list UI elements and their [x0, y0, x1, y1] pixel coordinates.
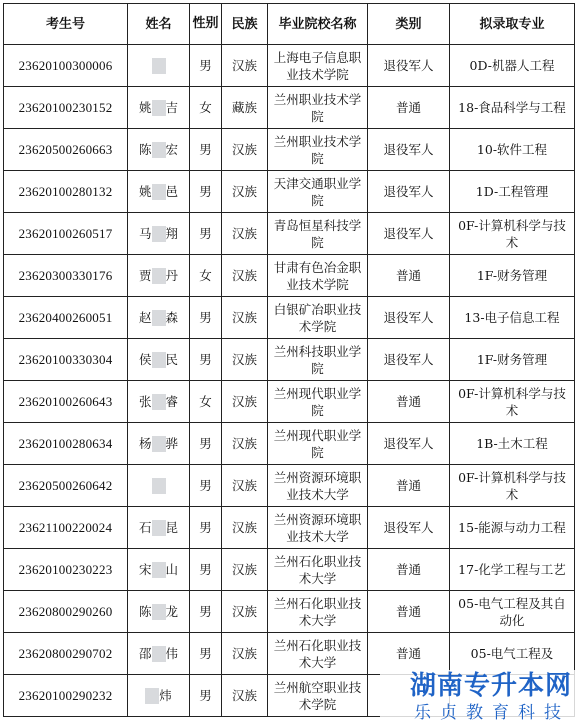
- ethnicity-cell: [222, 423, 268, 465]
- name-cell: [128, 45, 190, 87]
- gender-text: 男: [199, 646, 212, 661]
- category-text: 退役军人: [383, 58, 434, 73]
- watermark-title: 湖南专升本网: [409, 671, 572, 701]
- exam-id-cell: [4, 507, 128, 549]
- gender-text: 男: [199, 184, 212, 199]
- gender-text: 男: [199, 58, 212, 73]
- gender-cell: [190, 465, 222, 507]
- name-given: 民: [165, 351, 179, 367]
- exam-id-cell: [4, 465, 128, 507]
- gender-cell: [190, 423, 222, 465]
- name-given: 森: [165, 309, 179, 325]
- table-row: [4, 339, 575, 381]
- gender-cell: [190, 633, 222, 675]
- name-surname: 姚: [138, 183, 152, 199]
- name-surname: 张: [138, 393, 152, 409]
- name-given: 邑: [165, 183, 179, 199]
- name-surname: 宋: [138, 561, 152, 577]
- major-cell: [450, 507, 575, 549]
- ethnicity-cell: [222, 171, 268, 213]
- name-given: 翔: [165, 225, 179, 241]
- school-cell: [268, 45, 368, 87]
- gender-text: 男: [199, 352, 212, 367]
- ethnicity-text: 汉族: [231, 58, 257, 73]
- gender-text: 女: [199, 100, 212, 115]
- table-row: [4, 213, 575, 255]
- school-text: 兰州石化职业技术大学: [273, 637, 362, 670]
- exam-id-text: 23620100330304: [18, 352, 113, 367]
- category-text: 普通: [395, 100, 421, 115]
- name-cell: [128, 633, 190, 675]
- ethnicity-text: 汉族: [231, 352, 257, 367]
- name-cell: [128, 339, 190, 381]
- name-cell: [128, 423, 190, 465]
- exam-id-text: 23620100280132: [18, 184, 113, 199]
- name-cell: [128, 129, 190, 171]
- major-cell: [450, 45, 575, 87]
- school-cell: [268, 465, 368, 507]
- category-cell: [368, 87, 450, 129]
- exam-id-cell: [4, 633, 128, 675]
- name-cell: [128, 381, 190, 423]
- category-text: 普通: [395, 478, 421, 493]
- name-cell: [128, 549, 190, 591]
- category-text: 退役军人: [383, 184, 434, 199]
- gender-text: 男: [199, 142, 212, 157]
- gender-cell: [190, 591, 222, 633]
- name-redaction: [152, 562, 166, 578]
- exam-id-text: 23620100290232: [18, 688, 113, 703]
- school-cell: [268, 297, 368, 339]
- ethnicity-text: 汉族: [231, 268, 257, 283]
- school-text: 兰州资源环境职业技术大学: [273, 469, 362, 502]
- exam-id-text: 23620300330176: [18, 268, 113, 283]
- school-cell: [268, 381, 368, 423]
- name-surname: 马: [138, 225, 152, 241]
- category-cell: [368, 591, 450, 633]
- gender-text: 男: [199, 478, 212, 493]
- gender-cell: [190, 87, 222, 129]
- name-surname: 陈: [138, 603, 152, 619]
- category-cell: [368, 129, 450, 171]
- exam-id-text: 23620100260517: [18, 226, 113, 241]
- watermark: [380, 670, 578, 728]
- ethnicity-text: 汉族: [231, 688, 257, 703]
- name-given: 山: [165, 561, 179, 577]
- name-surname: 姚: [138, 99, 152, 115]
- ethnicity-cell: [222, 507, 268, 549]
- name-redaction: [152, 184, 166, 200]
- major-text: 15-能源与动力工程: [458, 520, 566, 535]
- school-text: 兰州石化职业技术大学: [273, 553, 362, 586]
- school-cell: [268, 339, 368, 381]
- name-redaction: [152, 58, 166, 74]
- major-cell: [450, 549, 575, 591]
- exam-id-text: 23620800290702: [18, 646, 113, 661]
- major-text: 1F-财务管理: [476, 352, 548, 367]
- school-text: 兰州现代职业学院: [273, 427, 362, 460]
- name-cell: [128, 507, 190, 549]
- gender-text: 男: [199, 604, 212, 619]
- category-cell: [368, 465, 450, 507]
- major-text: 05-电气工程及其自动化: [458, 595, 566, 628]
- name-given: 炜: [159, 687, 172, 703]
- name-surname: 赵: [138, 309, 152, 325]
- category-cell: [368, 339, 450, 381]
- major-cell: [450, 339, 575, 381]
- table-row: [4, 297, 575, 339]
- exam-id-cell: [4, 129, 128, 171]
- name-cell: [128, 465, 190, 507]
- table-row: [4, 255, 575, 297]
- ethnicity-text: 汉族: [231, 184, 257, 199]
- ethnicity-text: 汉族: [231, 436, 257, 451]
- gender-cell: [190, 171, 222, 213]
- category-cell: [368, 381, 450, 423]
- category-cell: [368, 423, 450, 465]
- exam-id-text: 23620100230223: [18, 562, 113, 577]
- major-text: 0F-计算机科学与技术: [458, 217, 566, 250]
- name-redaction: [152, 394, 166, 410]
- exam-id-text: 23620800290260: [18, 604, 113, 619]
- name-surname: 邵: [138, 645, 152, 661]
- table-row: [4, 423, 575, 465]
- exam-id-cell: [4, 675, 128, 717]
- major-cell: [450, 171, 575, 213]
- watermark-subtitle: 乐贞教育科技: [414, 703, 570, 723]
- exam-id-cell: [4, 423, 128, 465]
- major-cell: [450, 129, 575, 171]
- gender-cell: [190, 339, 222, 381]
- name-surname: 石: [138, 519, 152, 535]
- category-text: 普通: [395, 604, 421, 619]
- major-text: 05-电气工程及: [470, 646, 554, 661]
- name-cell: [128, 675, 190, 717]
- name-surname: 杨: [138, 435, 152, 451]
- name-redaction: [152, 100, 166, 116]
- school-cell: [268, 171, 368, 213]
- gender-text: 男: [199, 520, 212, 535]
- ethnicity-cell: [222, 297, 268, 339]
- major-cell: [450, 591, 575, 633]
- major-text: 17-化学工程与工艺: [458, 562, 566, 577]
- school-text: 天津交通职业学院: [273, 175, 362, 208]
- header-gender: 性别: [190, 4, 222, 45]
- major-text: 1F-财务管理: [476, 268, 548, 283]
- gender-cell: [190, 255, 222, 297]
- gender-cell: [190, 213, 222, 255]
- ethnicity-text: 汉族: [231, 520, 257, 535]
- name-redaction: [152, 310, 166, 326]
- category-text: 退役军人: [383, 352, 434, 367]
- table-body: [4, 45, 575, 717]
- table-row: [4, 465, 575, 507]
- school-cell: [268, 87, 368, 129]
- school-text: 甘肃有色冶金职业技术学院: [273, 259, 362, 292]
- school-text: 上海电子信息职业技术学院: [273, 49, 362, 82]
- school-text: 兰州航空职业技术学院: [273, 679, 362, 712]
- name-redaction: [152, 646, 166, 662]
- name-redaction: [152, 520, 166, 536]
- school-text: 青岛恒星科技学院: [273, 217, 362, 250]
- name-redaction: [152, 436, 166, 452]
- school-cell: [268, 591, 368, 633]
- school-cell: [268, 213, 368, 255]
- category-text: 普通: [395, 394, 421, 409]
- major-cell: [450, 633, 575, 675]
- name-given: 丹: [165, 267, 179, 283]
- category-text: 普通: [395, 268, 421, 283]
- major-cell: [450, 465, 575, 507]
- school-text: 兰州现代职业学院: [273, 385, 362, 418]
- category-text: 退役军人: [383, 436, 434, 451]
- exam-id-text: 23620100260643: [18, 394, 113, 409]
- gender-text: 男: [199, 310, 212, 325]
- name-given: 宏: [165, 141, 179, 157]
- admission-table: [3, 3, 575, 717]
- school-cell: [268, 675, 368, 717]
- header-ethnicity: 民族: [222, 4, 268, 45]
- exam-id-cell: [4, 45, 128, 87]
- school-cell: [268, 129, 368, 171]
- exam-id-cell: [4, 381, 128, 423]
- category-cell: [368, 633, 450, 675]
- ethnicity-cell: [222, 129, 268, 171]
- name-cell: [128, 171, 190, 213]
- category-cell: [368, 45, 450, 87]
- table-row: [4, 45, 575, 87]
- table-row: [4, 87, 575, 129]
- major-cell: [450, 213, 575, 255]
- major-cell: [450, 297, 575, 339]
- category-text: 退役军人: [383, 310, 434, 325]
- name-cell: [128, 87, 190, 129]
- major-text: 0F-计算机科学与技术: [458, 469, 566, 502]
- name-given: 吉: [165, 99, 179, 115]
- gender-cell: [190, 549, 222, 591]
- category-text: 普通: [395, 646, 421, 661]
- category-text: 退役军人: [383, 142, 434, 157]
- ethnicity-cell: [222, 549, 268, 591]
- school-cell: [268, 633, 368, 675]
- table-header-row: [4, 4, 575, 45]
- exam-id-text: 23621100220024: [18, 520, 113, 535]
- major-text: 10-软件工程: [476, 142, 548, 157]
- major-text: 0D-机器人工程: [469, 58, 555, 73]
- school-text: 兰州职业技术学院: [273, 91, 362, 124]
- table-row: [4, 507, 575, 549]
- major-text: 13-电子信息工程: [464, 310, 560, 325]
- ethnicity-text: 藏族: [231, 100, 257, 115]
- name-redaction: [152, 352, 166, 368]
- name-surname: 贾: [138, 267, 152, 283]
- gender-cell: [190, 129, 222, 171]
- gender-cell: [190, 507, 222, 549]
- exam-id-cell: [4, 591, 128, 633]
- ethnicity-text: 汉族: [231, 646, 257, 661]
- name-surname: 陈: [138, 141, 152, 157]
- exam-id-cell: [4, 171, 128, 213]
- category-text: 退役军人: [383, 520, 434, 535]
- name-redaction: [145, 688, 159, 704]
- school-text: 白银矿冶职业技术学院: [273, 301, 362, 334]
- gender-text: 女: [199, 394, 212, 409]
- category-text: 退役军人: [383, 226, 434, 241]
- major-text: 1B-土木工程: [476, 436, 548, 451]
- category-cell: [368, 549, 450, 591]
- ethnicity-text: 汉族: [231, 478, 257, 493]
- name-redaction: [152, 268, 166, 284]
- ethnicity-cell: [222, 381, 268, 423]
- major-text: 0F-计算机科学与技术: [458, 385, 566, 418]
- exam-id-cell: [4, 213, 128, 255]
- header-school: 毕业院校名称: [268, 4, 368, 45]
- exam-id-text: 23620100300006: [18, 58, 113, 73]
- ethnicity-text: 汉族: [231, 562, 257, 577]
- name-given: 伟: [165, 645, 179, 661]
- header-name: 姓名: [128, 4, 190, 45]
- exam-id-cell: [4, 87, 128, 129]
- ethnicity-cell: [222, 45, 268, 87]
- ethnicity-cell: [222, 675, 268, 717]
- ethnicity-cell: [222, 87, 268, 129]
- school-text: 兰州职业技术学院: [273, 133, 362, 166]
- exam-id-text: 23620400260051: [18, 310, 113, 325]
- major-text: 18-食品科学与工程: [458, 100, 566, 115]
- exam-id-cell: [4, 297, 128, 339]
- exam-id-cell: [4, 549, 128, 591]
- gender-cell: [190, 675, 222, 717]
- name-given: 昆: [165, 519, 179, 535]
- name-redaction: [152, 604, 166, 620]
- table-row: [4, 381, 575, 423]
- name-cell: [128, 255, 190, 297]
- name-redaction: [152, 478, 166, 494]
- header-exam-id: 考生号: [4, 4, 128, 45]
- category-cell: [368, 507, 450, 549]
- major-cell: [450, 87, 575, 129]
- exam-id-cell: [4, 255, 128, 297]
- name-given: 骅: [165, 435, 179, 451]
- table-row: [4, 171, 575, 213]
- table-row: [4, 549, 575, 591]
- school-text: 兰州科技职业学院: [273, 343, 362, 376]
- ethnicity-text: 汉族: [231, 604, 257, 619]
- table-row: [4, 591, 575, 633]
- ethnicity-text: 汉族: [231, 142, 257, 157]
- category-cell: [368, 297, 450, 339]
- name-given: 睿: [165, 393, 179, 409]
- ethnicity-cell: [222, 255, 268, 297]
- exam-id-text: 23620100280634: [18, 436, 113, 451]
- exam-id-cell: [4, 339, 128, 381]
- category-text: 普通: [395, 562, 421, 577]
- table-row: [4, 129, 575, 171]
- school-cell: [268, 549, 368, 591]
- header-category: 类别: [368, 4, 450, 45]
- name-redaction: [152, 226, 166, 242]
- exam-id-text: 23620100230152: [18, 100, 113, 115]
- gender-cell: [190, 381, 222, 423]
- ethnicity-text: 汉族: [231, 394, 257, 409]
- name-surname: 侯: [138, 351, 152, 367]
- school-cell: [268, 507, 368, 549]
- major-cell: [450, 381, 575, 423]
- gender-cell: [190, 297, 222, 339]
- school-text: 兰州资源环境职业技术大学: [273, 511, 362, 544]
- ethnicity-cell: [222, 339, 268, 381]
- gender-text: 男: [199, 226, 212, 241]
- gender-cell: [190, 45, 222, 87]
- gender-text: 男: [199, 688, 212, 703]
- ethnicity-text: 汉族: [231, 226, 257, 241]
- category-cell: [368, 255, 450, 297]
- ethnicity-cell: [222, 591, 268, 633]
- school-cell: [268, 423, 368, 465]
- major-text: 1D-工程管理: [475, 184, 549, 199]
- gender-text: 女: [199, 268, 212, 283]
- ethnicity-cell: [222, 633, 268, 675]
- exam-id-text: 23620500260663: [18, 142, 113, 157]
- ethnicity-cell: [222, 465, 268, 507]
- name-given: 龙: [165, 603, 179, 619]
- header-major: 拟录取专业: [450, 4, 575, 45]
- major-cell: [450, 255, 575, 297]
- category-cell: [368, 171, 450, 213]
- name-cell: [128, 213, 190, 255]
- ethnicity-text: 汉族: [231, 310, 257, 325]
- exam-id-text: 23620500260642: [18, 478, 113, 493]
- school-text: 兰州石化职业技术大学: [273, 595, 362, 628]
- name-redaction: [152, 142, 166, 158]
- name-cell: [128, 297, 190, 339]
- ethnicity-cell: [222, 213, 268, 255]
- gender-text: 男: [199, 562, 212, 577]
- table-row: [4, 633, 575, 675]
- category-cell: [368, 213, 450, 255]
- gender-text: 男: [199, 436, 212, 451]
- name-cell: [128, 591, 190, 633]
- major-cell: [450, 423, 575, 465]
- school-cell: [268, 255, 368, 297]
